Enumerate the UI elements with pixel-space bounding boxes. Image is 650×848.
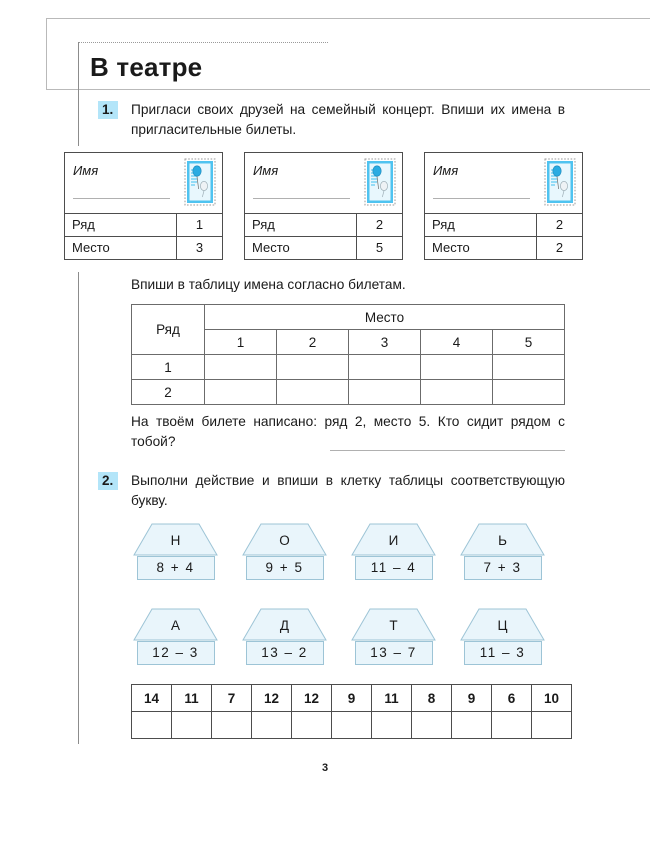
answer-grid-number: 9	[332, 685, 372, 712]
seat-table-cell[interactable]	[205, 355, 277, 380]
house-expression: 8 + 4	[137, 556, 215, 580]
house-card[interactable]	[459, 522, 546, 580]
ticket-name-area	[65, 153, 222, 213]
balloons-stamp-icon	[184, 158, 216, 206]
ticket-name-label: Имя	[253, 163, 279, 178]
balloons-stamp-icon	[544, 158, 576, 206]
table-header-row	[132, 305, 565, 330]
house-roof-icon	[350, 522, 437, 556]
seat-table-row-label: 2	[132, 380, 205, 405]
answer-grid-number: 10	[532, 685, 572, 712]
ticket-name-area	[245, 153, 402, 213]
house-card[interactable]	[241, 607, 328, 665]
seat-table-seat-header: Место	[205, 305, 565, 330]
house-roof-icon	[132, 522, 219, 556]
houses-row-1	[132, 522, 546, 580]
house-roof-icon	[459, 607, 546, 641]
seat-column-header: 3	[349, 330, 421, 355]
seat-column-header: 4	[421, 330, 493, 355]
house-letter: Д	[279, 618, 290, 633]
page-title: В театре	[90, 52, 203, 82]
seat-table-row-header: Ряд	[132, 305, 205, 355]
answer-grid-letter-cell[interactable]	[212, 712, 252, 739]
exercise-1-text: Пригласи своих друзей на семейный концерт. Впиши их имена в пригласительные билеты.	[131, 102, 565, 137]
answer-grid-number: 7	[212, 685, 252, 712]
seat-table-cell[interactable]	[205, 380, 277, 405]
ticket-row-row	[65, 213, 222, 236]
answer-grid-number: 9	[452, 685, 492, 712]
ticket-seat-label: Место	[245, 237, 357, 259]
answer-grid-letter-cell[interactable]	[412, 712, 452, 739]
houses-row-2	[132, 607, 546, 665]
seat-table-cell[interactable]	[277, 380, 349, 405]
answer-grid-number: 8	[412, 685, 452, 712]
house-expression: 11 – 4	[355, 556, 433, 580]
ticket-row-value: 1	[195, 217, 204, 232]
house-letter: Т	[389, 618, 398, 633]
answer-grid-number: 11	[372, 685, 412, 712]
invitation-tickets	[64, 152, 584, 260]
ticket-row-label: Ряд	[245, 214, 357, 236]
house-card[interactable]	[241, 522, 328, 580]
answer-grid-letter-cell[interactable]	[532, 712, 572, 739]
answer-grid-number: 12	[292, 685, 332, 712]
house-letter: Ь	[498, 533, 507, 548]
seat-table-instruction: Впиши в таблицу имена согласно билетам.	[131, 277, 406, 292]
ticket-name-write-line[interactable]	[253, 198, 350, 199]
house-expression: 9 + 5	[246, 556, 324, 580]
house-expression: 7 + 3	[464, 556, 542, 580]
ticket-seat-row	[65, 236, 222, 259]
house-roof-icon	[241, 607, 328, 641]
house-card[interactable]	[350, 607, 437, 665]
seat-column-header: 1	[205, 330, 277, 355]
house-card[interactable]	[350, 522, 437, 580]
house-roof-icon	[241, 522, 328, 556]
left-margin-line-upper	[78, 42, 79, 146]
answer-grid-letter-cell[interactable]	[372, 712, 412, 739]
house-roof-icon	[459, 522, 546, 556]
answer-grid-numbers-row	[132, 685, 572, 712]
ticket-card[interactable]	[64, 152, 223, 260]
exercise-2-number: 2.	[98, 472, 118, 490]
ticket-name-write-line[interactable]	[433, 198, 530, 199]
house-letter: Ц	[497, 618, 508, 633]
answer-grid-letter-cell[interactable]	[132, 712, 172, 739]
balloons-stamp-icon	[364, 158, 396, 206]
ticket-seat-value: 3	[195, 240, 204, 255]
house-letter: Н	[170, 533, 181, 548]
house-letter: О	[279, 533, 290, 548]
table-row	[132, 355, 565, 380]
house-expression: 13 – 2	[246, 641, 324, 665]
answer-grid-number: 6	[492, 685, 532, 712]
ticket-seat-row	[245, 236, 402, 259]
seat-table-cell[interactable]	[421, 355, 493, 380]
ticket-card[interactable]	[424, 152, 583, 260]
house-expression: 11 – 3	[464, 641, 542, 665]
answer-grid-number: 12	[252, 685, 292, 712]
answer-grid-letters-row	[132, 712, 572, 739]
house-letter: И	[388, 533, 399, 548]
answer-grid-letter-cell[interactable]	[172, 712, 212, 739]
left-margin-line-lower	[78, 272, 79, 744]
answer-grid-letter-cell[interactable]	[252, 712, 292, 739]
seat-table-cell[interactable]	[493, 355, 565, 380]
house-card[interactable]	[132, 522, 219, 580]
ticket-seat-label: Место	[65, 237, 177, 259]
house-card[interactable]	[132, 607, 219, 665]
answer-grid	[131, 684, 572, 739]
seat-column-header: 2	[277, 330, 349, 355]
seat-column-header: 5	[493, 330, 565, 355]
exercise-1-number: 1.	[98, 101, 118, 119]
house-expression: 13 – 7	[355, 641, 433, 665]
house-roof-icon	[350, 607, 437, 641]
house-roof-icon	[132, 607, 219, 641]
seat-table-cell[interactable]	[421, 380, 493, 405]
house-letter: А	[170, 618, 180, 633]
ticket-name-area	[425, 153, 582, 213]
answer-grid-letter-cell[interactable]	[452, 712, 492, 739]
ticket-row-row	[245, 213, 402, 236]
answer-grid-number: 11	[172, 685, 212, 712]
ticket-row-label: Ряд	[425, 214, 537, 236]
ticket-row-row	[425, 213, 582, 236]
seat-table-cell[interactable]	[349, 355, 421, 380]
question-answer-line[interactable]	[330, 450, 565, 451]
seat-table-cell[interactable]	[277, 355, 349, 380]
house-expression: 12 – 3	[137, 641, 215, 665]
seat-table	[131, 304, 565, 405]
answer-grid-letter-cell[interactable]	[332, 712, 372, 739]
ticket-seat-value: 5	[375, 240, 384, 255]
ticket-seat-value: 2	[555, 240, 564, 255]
ticket-name-write-line[interactable]	[73, 198, 170, 199]
ticket-row-label: Ряд	[65, 214, 177, 236]
ticket-seat-row	[425, 236, 582, 259]
ticket-card[interactable]	[244, 152, 403, 260]
exercise-1-question: На твоём билете написано: ряд 2, место 5. Кто сидит рядом с тобой?	[131, 414, 565, 449]
exercise-2-text: Выполни действие и впиши в клетку таблицы соответствующую букву.	[131, 473, 565, 508]
table-row	[132, 380, 565, 405]
ticket-row-value: 2	[555, 217, 564, 232]
ticket-row-value: 2	[375, 217, 384, 232]
answer-grid-letter-cell[interactable]	[292, 712, 332, 739]
seat-table-cell[interactable]	[349, 380, 421, 405]
seat-table-cell[interactable]	[493, 380, 565, 405]
ticket-seat-label: Место	[425, 237, 537, 259]
answer-grid-letter-cell[interactable]	[492, 712, 532, 739]
seat-table-row-label: 1	[132, 355, 205, 380]
ticket-name-label: Имя	[433, 163, 459, 178]
house-card[interactable]	[459, 607, 546, 665]
page-number: 3	[321, 762, 329, 774]
ticket-name-label: Имя	[73, 163, 99, 178]
answer-grid-number: 14	[132, 685, 172, 712]
